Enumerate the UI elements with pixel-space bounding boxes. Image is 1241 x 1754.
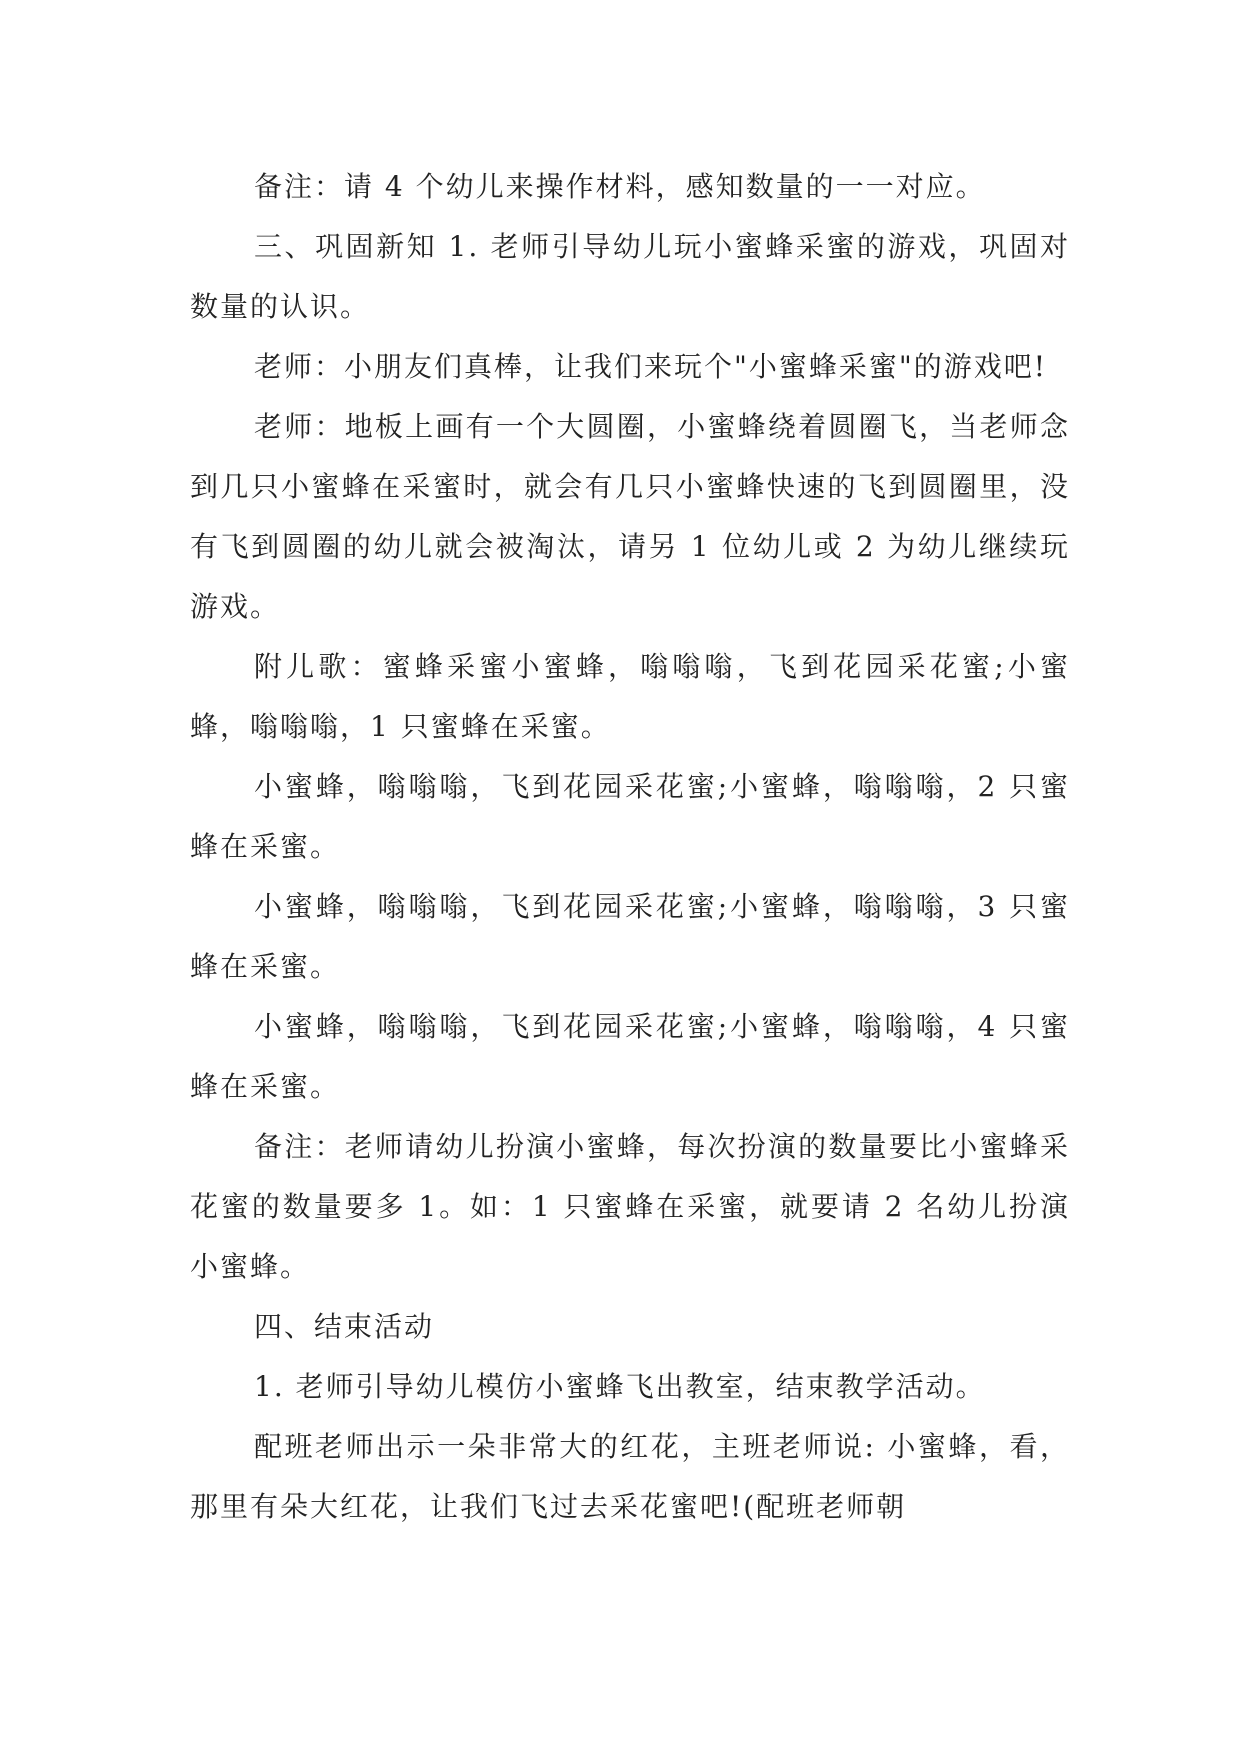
closing-step-paragraph: 1. 老师引导幼儿模仿小蜜蜂飞出教室，结束教学活动。 <box>254 1370 986 1403</box>
song-paragraph-2: 小蜜蜂，嗡嗡嗡，飞到花园采花蜜;小蜜蜂，嗡嗡嗡，2 只蜜蜂在采蜜。 <box>190 770 1070 863</box>
section-four-heading: 四、结束活动 <box>254 1310 435 1343</box>
song-paragraph-1: 附儿歌：蜜蜂采蜜小蜜蜂，嗡嗡嗡，飞到花园采花蜜;小蜜蜂，嗡嗡嗡，1 只蜜蜂在采蜜。 <box>190 650 1070 743</box>
song-paragraph-4: 小蜜蜂，嗡嗡嗡，飞到花园采花蜜;小蜜蜂，嗡嗡嗡，4 只蜜蜂在采蜜。 <box>190 1010 1070 1103</box>
teacher-dialogue-paragraph-2: 老师：地板上画有一个大圆圈，小蜜蜂绕着圆圈飞，当老师念到几只小蜜蜂在采蜜时，就会有几只小蜜蜂快速的飞到圆圈里，没有飞到圆圈的幼儿就会被淘汰，请另 1 位幼儿或 2 为幼儿继续玩游戏。 <box>190 410 1070 623</box>
note-paragraph-2: 备注：老师请幼儿扮演小蜜蜂，每次扮演的数量要比小蜜蜂采花蜜的数量要多 1。如：1 只蜜蜂在采蜜，就要请 2 名幼儿扮演小蜜蜂。 <box>190 1130 1070 1283</box>
section-three-heading-paragraph: 三、巩固新知 1. 老师引导幼儿玩小蜜蜂采蜜的游戏，巩固对数量的认识。 <box>190 230 1070 323</box>
closing-dialogue-paragraph: 配班老师出示一朵非常大的红花，主班老师说: 小蜜蜂，看，那里有朵大红花，让我们飞过去采花蜜吧!(配班老师朝 <box>190 1430 1070 1523</box>
document-body <box>190 157 1070 1537</box>
note-paragraph-1: 备注：请 4 个幼儿来操作材料，感知数量的一一对应。 <box>254 170 986 203</box>
song-paragraph-3: 小蜜蜂，嗡嗡嗡，飞到花园采花蜜;小蜜蜂，嗡嗡嗡，3 只蜜蜂在采蜜。 <box>190 890 1070 983</box>
teacher-dialogue-paragraph-1: 老师：小朋友们真棒，让我们来玩个"小蜜蜂采蜜"的游戏吧! <box>254 350 1048 383</box>
